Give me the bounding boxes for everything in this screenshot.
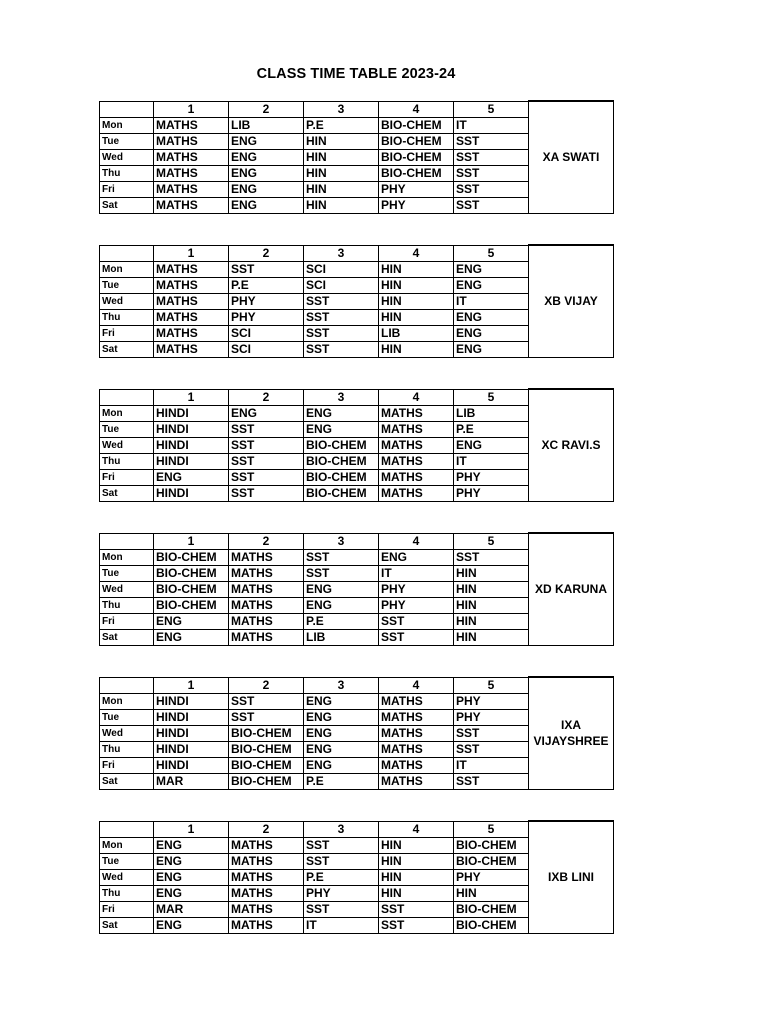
class-teacher-cell: XA SWATI — [529, 101, 614, 213]
corner-cell — [100, 677, 154, 693]
subject-cell: MATHS — [379, 421, 454, 437]
subject-cell: HINDI — [154, 405, 229, 421]
subject-cell: ENG — [304, 597, 379, 613]
day-cell: Wed — [100, 437, 154, 453]
subject-cell: SST — [454, 197, 529, 213]
day-cell: Wed — [100, 725, 154, 741]
subject-cell: PHY — [454, 709, 529, 725]
subject-cell: P.E — [454, 421, 529, 437]
class-teacher-cell: XC RAVI.S — [529, 389, 614, 501]
subject-cell: SST — [379, 917, 454, 933]
header-row — [100, 533, 614, 549]
subject-cell: P.E — [304, 773, 379, 789]
subject-cell: P.E — [304, 869, 379, 885]
corner-cell — [100, 533, 154, 549]
subject-cell: HIN — [454, 629, 529, 645]
period-header: 4 — [379, 677, 454, 693]
subject-cell: SST — [454, 165, 529, 181]
day-cell: Sat — [100, 197, 154, 213]
subject-cell: PHY — [454, 485, 529, 501]
subject-cell: BIO-CHEM — [454, 917, 529, 933]
day-cell: Thu — [100, 597, 154, 613]
subject-cell: MATHS — [229, 565, 304, 581]
subject-cell: SST — [304, 325, 379, 341]
subject-cell: MATHS — [229, 917, 304, 933]
period-header: 2 — [229, 533, 304, 549]
subject-cell: IT — [454, 757, 529, 773]
subject-cell: HIN — [454, 581, 529, 597]
day-cell: Thu — [100, 309, 154, 325]
subject-cell: MATHS — [379, 741, 454, 757]
subject-cell: SST — [454, 149, 529, 165]
subject-cell: SST — [229, 693, 304, 709]
subject-cell: ENG — [304, 421, 379, 437]
corner-cell — [100, 245, 154, 261]
subject-cell: PHY — [454, 469, 529, 485]
period-header: 5 — [454, 245, 529, 261]
subject-cell: HINDI — [154, 421, 229, 437]
subject-cell: MATHS — [379, 725, 454, 741]
subject-cell: ENG — [454, 341, 529, 357]
day-cell: Fri — [100, 325, 154, 341]
subject-cell: LIB — [304, 629, 379, 645]
subject-cell: HIN — [379, 293, 454, 309]
subject-cell: MAR — [154, 901, 229, 917]
subject-cell: HINDI — [154, 437, 229, 453]
subject-cell: ENG — [229, 181, 304, 197]
subject-cell: PHY — [379, 181, 454, 197]
day-cell: Mon — [100, 837, 154, 853]
day-cell: Mon — [100, 261, 154, 277]
subject-cell: HIN — [379, 309, 454, 325]
subject-cell: ENG — [304, 581, 379, 597]
subject-cell: SST — [229, 709, 304, 725]
period-header: 3 — [304, 821, 379, 837]
day-cell: Mon — [100, 117, 154, 133]
period-header: 1 — [154, 389, 229, 405]
subject-cell: MATHS — [229, 629, 304, 645]
subject-cell: PHY — [379, 197, 454, 213]
day-cell: Sat — [100, 485, 154, 501]
page-title: CLASS TIME TABLE 2023-24 — [256, 66, 456, 82]
period-header: 5 — [454, 821, 529, 837]
subject-cell: MAR — [154, 773, 229, 789]
subject-cell: HIN — [304, 133, 379, 149]
period-header: 4 — [379, 245, 454, 261]
subject-cell: BIO-CHEM — [154, 549, 229, 565]
period-header: 4 — [379, 533, 454, 549]
subject-cell: MATHS — [154, 261, 229, 277]
period-header: 4 — [379, 821, 454, 837]
subject-cell: ENG — [154, 613, 229, 629]
subject-cell: MATHS — [379, 469, 454, 485]
subject-cell: HIN — [379, 261, 454, 277]
subject-cell: SST — [229, 261, 304, 277]
day-cell: Thu — [100, 453, 154, 469]
subject-cell: MATHS — [154, 197, 229, 213]
day-cell: Mon — [100, 693, 154, 709]
subject-cell: ENG — [454, 325, 529, 341]
subject-cell: ENG — [304, 709, 379, 725]
subject-cell: SCI — [229, 341, 304, 357]
subject-cell: SCI — [229, 325, 304, 341]
subject-cell: HINDI — [154, 453, 229, 469]
day-cell: Fri — [100, 469, 154, 485]
period-header: 3 — [304, 533, 379, 549]
subject-cell: ENG — [229, 165, 304, 181]
subject-cell: IT — [379, 565, 454, 581]
subject-cell: ENG — [229, 133, 304, 149]
period-header: 5 — [454, 389, 529, 405]
subject-cell: ENG — [154, 837, 229, 853]
day-cell: Tue — [100, 853, 154, 869]
class-teacher-cell: XB VIJAY — [529, 245, 614, 357]
header-row — [100, 389, 614, 405]
subject-cell: MATHS — [379, 485, 454, 501]
day-cell: Thu — [100, 741, 154, 757]
subject-cell: ENG — [154, 917, 229, 933]
subject-cell: HIN — [379, 869, 454, 885]
subject-cell: MATHS — [154, 149, 229, 165]
subject-cell: MATHS — [379, 405, 454, 421]
subject-cell: BIO-CHEM — [379, 149, 454, 165]
class-teacher-cell: IXA VIJAYSHREE — [529, 677, 614, 789]
subject-cell: HIN — [304, 149, 379, 165]
timetable-5 — [99, 820, 614, 934]
subject-cell: MATHS — [229, 549, 304, 565]
period-header: 4 — [379, 101, 454, 117]
subject-cell: MATHS — [154, 165, 229, 181]
period-header: 2 — [229, 821, 304, 837]
subject-cell: SST — [454, 181, 529, 197]
subject-cell: HIN — [454, 565, 529, 581]
period-header: 1 — [154, 533, 229, 549]
subject-cell: MATHS — [229, 613, 304, 629]
subject-cell: LIB — [229, 117, 304, 133]
subject-cell: BIO-CHEM — [229, 741, 304, 757]
period-header: 5 — [454, 533, 529, 549]
timetable-1 — [99, 244, 614, 358]
subject-cell: HIN — [304, 197, 379, 213]
subject-cell: ENG — [154, 885, 229, 901]
period-header: 1 — [154, 245, 229, 261]
subject-cell: MATHS — [229, 597, 304, 613]
subject-cell: SST — [454, 549, 529, 565]
day-cell: Fri — [100, 901, 154, 917]
subject-cell: BIO-CHEM — [229, 757, 304, 773]
subject-cell: HIN — [454, 885, 529, 901]
day-cell: Fri — [100, 757, 154, 773]
timetable-3 — [99, 532, 614, 646]
subject-cell: ENG — [454, 261, 529, 277]
period-header: 1 — [154, 101, 229, 117]
day-cell: Thu — [100, 165, 154, 181]
subject-cell: MATHS — [379, 757, 454, 773]
subject-cell: SST — [229, 437, 304, 453]
subject-cell: HINDI — [154, 485, 229, 501]
subject-cell: SST — [379, 629, 454, 645]
day-cell: Sat — [100, 341, 154, 357]
subject-cell: MATHS — [154, 325, 229, 341]
subject-cell: BIO-CHEM — [229, 725, 304, 741]
subject-cell: ENG — [304, 725, 379, 741]
day-cell: Sat — [100, 917, 154, 933]
subject-cell: BIO-CHEM — [454, 901, 529, 917]
subject-cell: BIO-CHEM — [154, 565, 229, 581]
subject-cell: IT — [454, 293, 529, 309]
subject-cell: SST — [229, 453, 304, 469]
subject-cell: BIO-CHEM — [379, 133, 454, 149]
subject-cell: SST — [304, 309, 379, 325]
subject-cell: ENG — [304, 693, 379, 709]
timetable-4 — [99, 676, 614, 790]
day-cell: Wed — [100, 581, 154, 597]
period-header: 2 — [229, 101, 304, 117]
class-teacher-cell: IXB LINI — [529, 821, 614, 933]
period-header: 5 — [454, 101, 529, 117]
subject-cell: MATHS — [154, 293, 229, 309]
subject-cell: SST — [379, 901, 454, 917]
period-header: 3 — [304, 677, 379, 693]
subject-cell: ENG — [229, 405, 304, 421]
subject-cell: MATHS — [229, 885, 304, 901]
subject-cell: PHY — [229, 309, 304, 325]
subject-cell: P.E — [229, 277, 304, 293]
subject-cell: HIN — [379, 341, 454, 357]
class-teacher-cell: XD KARUNA — [529, 533, 614, 645]
day-cell: Tue — [100, 421, 154, 437]
subject-cell: SST — [454, 773, 529, 789]
period-header: 4 — [379, 389, 454, 405]
subject-cell: IT — [454, 117, 529, 133]
subject-cell: MATHS — [229, 901, 304, 917]
subject-cell: HIN — [304, 165, 379, 181]
subject-cell: BIO-CHEM — [454, 837, 529, 853]
subject-cell: MATHS — [379, 437, 454, 453]
subject-cell: ENG — [154, 469, 229, 485]
subject-cell: PHY — [304, 885, 379, 901]
day-cell: Wed — [100, 869, 154, 885]
period-header: 3 — [304, 245, 379, 261]
day-cell: Wed — [100, 149, 154, 165]
subject-cell: MATHS — [379, 773, 454, 789]
subject-cell: HIN — [304, 181, 379, 197]
subject-cell: MATHS — [229, 581, 304, 597]
subject-cell: MATHS — [229, 837, 304, 853]
subject-cell: SST — [229, 421, 304, 437]
subject-cell: SCI — [304, 277, 379, 293]
subject-cell: PHY — [454, 693, 529, 709]
period-header: 1 — [154, 821, 229, 837]
subject-cell: SST — [304, 837, 379, 853]
subject-cell: ENG — [454, 309, 529, 325]
subject-cell: P.E — [304, 613, 379, 629]
corner-cell — [100, 389, 154, 405]
subject-cell: ENG — [454, 277, 529, 293]
subject-cell: ENG — [154, 869, 229, 885]
day-cell: Mon — [100, 405, 154, 421]
subject-cell: BIO-CHEM — [379, 165, 454, 181]
subject-cell: IT — [454, 453, 529, 469]
subject-cell: HINDI — [154, 741, 229, 757]
subject-cell: HIN — [379, 853, 454, 869]
subject-cell: MATHS — [154, 309, 229, 325]
subject-cell: LIB — [379, 325, 454, 341]
subject-cell: LIB — [454, 405, 529, 421]
subject-cell: SCI — [304, 261, 379, 277]
subject-cell: HIN — [379, 277, 454, 293]
subject-cell: PHY — [379, 581, 454, 597]
subject-cell: HINDI — [154, 709, 229, 725]
subject-cell: ENG — [304, 741, 379, 757]
subject-cell: ENG — [454, 437, 529, 453]
subject-cell: BIO-CHEM — [454, 853, 529, 869]
subject-cell: MATHS — [154, 181, 229, 197]
subject-cell: SST — [304, 341, 379, 357]
subject-cell: SST — [454, 741, 529, 757]
subject-cell: HIN — [454, 613, 529, 629]
day-cell: Thu — [100, 885, 154, 901]
period-header: 2 — [229, 389, 304, 405]
subject-cell: MATHS — [154, 133, 229, 149]
day-cell: Sat — [100, 629, 154, 645]
subject-cell: ENG — [229, 149, 304, 165]
subject-cell: MATHS — [154, 277, 229, 293]
subject-cell: MATHS — [379, 693, 454, 709]
day-cell: Sat — [100, 773, 154, 789]
subject-cell: HINDI — [154, 725, 229, 741]
subject-cell: BIO-CHEM — [154, 581, 229, 597]
subject-cell: HIN — [379, 885, 454, 901]
header-row — [100, 821, 614, 837]
subject-cell: MATHS — [154, 117, 229, 133]
period-header: 3 — [304, 389, 379, 405]
subject-cell: BIO-CHEM — [304, 453, 379, 469]
timetable-2 — [99, 388, 614, 502]
subject-cell: ENG — [379, 549, 454, 565]
subject-cell: MATHS — [379, 453, 454, 469]
day-cell: Fri — [100, 613, 154, 629]
day-cell: Tue — [100, 277, 154, 293]
subject-cell: SST — [379, 613, 454, 629]
subject-cell: SST — [229, 469, 304, 485]
header-row — [100, 101, 614, 117]
subject-cell: SST — [304, 549, 379, 565]
day-cell: Wed — [100, 293, 154, 309]
header-row — [100, 245, 614, 261]
subject-cell: ENG — [304, 405, 379, 421]
subject-cell: SST — [304, 293, 379, 309]
period-header: 3 — [304, 101, 379, 117]
subject-cell: MATHS — [154, 341, 229, 357]
period-header: 2 — [229, 677, 304, 693]
subject-cell: PHY — [379, 597, 454, 613]
timetable-0 — [99, 100, 614, 214]
subject-cell: ENG — [154, 629, 229, 645]
subject-cell: PHY — [454, 869, 529, 885]
subject-cell: SST — [304, 565, 379, 581]
subject-cell: BIO-CHEM — [229, 773, 304, 789]
subject-cell: ENG — [304, 757, 379, 773]
day-cell: Fri — [100, 181, 154, 197]
subject-cell: HIN — [454, 597, 529, 613]
subject-cell: ENG — [154, 853, 229, 869]
subject-cell: IT — [304, 917, 379, 933]
subject-cell: MATHS — [379, 709, 454, 725]
subject-cell: BIO-CHEM — [379, 117, 454, 133]
subject-cell: SST — [454, 725, 529, 741]
day-cell: Tue — [100, 133, 154, 149]
subject-cell: SST — [229, 485, 304, 501]
period-header: 5 — [454, 677, 529, 693]
subject-cell: BIO-CHEM — [304, 437, 379, 453]
subject-cell: SST — [454, 133, 529, 149]
subject-cell: HINDI — [154, 693, 229, 709]
subject-cell: SST — [304, 901, 379, 917]
subject-cell: PHY — [229, 293, 304, 309]
day-cell: Tue — [100, 565, 154, 581]
subject-cell: BIO-CHEM — [304, 485, 379, 501]
subject-cell: P.E — [304, 117, 379, 133]
subject-cell: BIO-CHEM — [304, 469, 379, 485]
subject-cell: MATHS — [229, 869, 304, 885]
header-row — [100, 677, 614, 693]
corner-cell — [100, 821, 154, 837]
subject-cell: ENG — [229, 197, 304, 213]
subject-cell: HINDI — [154, 757, 229, 773]
subject-cell: MATHS — [229, 853, 304, 869]
subject-cell: BIO-CHEM — [154, 597, 229, 613]
corner-cell — [100, 101, 154, 117]
period-header: 2 — [229, 245, 304, 261]
subject-cell: SST — [304, 853, 379, 869]
day-cell: Mon — [100, 549, 154, 565]
subject-cell: HIN — [379, 837, 454, 853]
day-cell: Tue — [100, 709, 154, 725]
period-header: 1 — [154, 677, 229, 693]
